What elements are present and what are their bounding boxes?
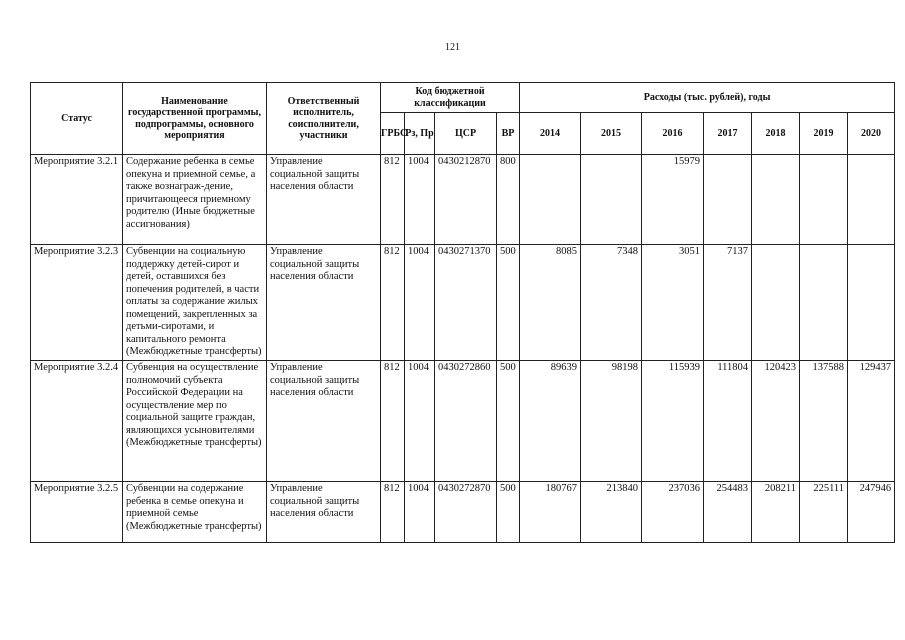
row-grbs: 812 — [381, 482, 405, 543]
table-row — [31, 361, 895, 482]
header-year: 2019 — [800, 113, 848, 155]
header-grbs: ГРБС — [381, 113, 405, 155]
table-row — [31, 155, 895, 245]
row-value-2015: 98198 — [581, 361, 642, 482]
row-name: Субвенции на социальную поддержку детей-сирот и детей, оставшихся без попечения родителей, в части оплаты за содержание жилых помещений, закрепленных за детьми-сиротами, и капитального ремонта (Межбюджетные трансферты) — [123, 245, 267, 361]
row-value-2019: 137588 — [800, 361, 848, 482]
row-value-2017 — [704, 155, 752, 245]
row-executor: Управление социальной защиты населения области — [267, 361, 381, 482]
row-value-2016: 3051 — [642, 245, 704, 361]
row-value-2016: 237036 — [642, 482, 704, 543]
row-value-2019 — [800, 155, 848, 245]
row-value-2020 — [848, 245, 895, 361]
row-value-2017: 254483 — [704, 482, 752, 543]
row-csr: 0430272870 — [435, 482, 497, 543]
row-status: Мероприятие 3.2.5 — [31, 482, 123, 543]
row-csr: 0430272860 — [435, 361, 497, 482]
row-rzpr: 1004 — [405, 245, 435, 361]
row-name: Содержание ребенка в семье опекуна и приемной семье, а также вознаграж-дение, причитающееся приемному родителю (Иные бюджетные ассигнования) — [123, 155, 267, 245]
row-value-2014: 89639 — [520, 361, 581, 482]
row-vr: 500 — [497, 245, 520, 361]
row-value-2014 — [520, 155, 581, 245]
row-grbs: 812 — [381, 361, 405, 482]
header-status: Статус — [31, 83, 123, 155]
row-executor: Управление социальной защиты населения области — [267, 155, 381, 245]
header-executor: Ответственный исполнитель, соисполнители, участники — [267, 83, 381, 155]
row-value-2016: 115939 — [642, 361, 704, 482]
row-value-2019 — [800, 245, 848, 361]
header-expenses: Расходы (тыс. рублей), годы — [520, 83, 895, 113]
row-value-2018: 208211 — [752, 482, 800, 543]
header-csr: ЦСР — [435, 113, 497, 155]
budget-table — [30, 82, 895, 543]
row-vr: 800 — [497, 155, 520, 245]
row-rzpr: 1004 — [405, 361, 435, 482]
row-name: Субвенции на содержание ребенка в семье опекуна и приемной семье (Межбюджетные трансферты) — [123, 482, 267, 543]
row-grbs: 812 — [381, 245, 405, 361]
row-value-2017: 7137 — [704, 245, 752, 361]
row-name: Субвенция на осуществление полномочий субъекта Российской Федерации на осуществление мер по социальной защите граждан, являющихся усыновителями (Межбюджетные трансферты) — [123, 361, 267, 482]
row-value-2017: 111804 — [704, 361, 752, 482]
row-value-2015: 7348 — [581, 245, 642, 361]
header-budget-code: Код бюджетной классификации — [381, 83, 520, 113]
row-value-2016: 15979 — [642, 155, 704, 245]
row-value-2015 — [581, 155, 642, 245]
row-executor: Управление социальной защиты населения области — [267, 482, 381, 543]
row-value-2020: 247946 — [848, 482, 895, 543]
row-rzpr: 1004 — [405, 155, 435, 245]
row-value-2018 — [752, 245, 800, 361]
row-csr: 0430212870 — [435, 155, 497, 245]
row-value-2020: 129437 — [848, 361, 895, 482]
table-row — [31, 245, 895, 361]
header-year: 2020 — [848, 113, 895, 155]
header-year: 2016 — [642, 113, 704, 155]
header-program-name: Наименование государственной программы, подпрограммы, основного мероприятия — [123, 83, 267, 155]
header-year: 2015 — [581, 113, 642, 155]
header-rzpr: Рз, Пр — [405, 113, 435, 155]
row-vr: 500 — [497, 482, 520, 543]
row-value-2014: 180767 — [520, 482, 581, 543]
row-value-2020 — [848, 155, 895, 245]
row-status: Мероприятие 3.2.3 — [31, 245, 123, 361]
row-grbs: 812 — [381, 155, 405, 245]
row-status: Мероприятие 3.2.4 — [31, 361, 123, 482]
table-row — [31, 482, 895, 543]
row-executor: Управление социальной защиты населения области — [267, 245, 381, 361]
row-status: Мероприятие 3.2.1 — [31, 155, 123, 245]
row-value-2019: 225111 — [800, 482, 848, 543]
header-vr: ВР — [497, 113, 520, 155]
row-csr: 0430271370 — [435, 245, 497, 361]
header-year: 2018 — [752, 113, 800, 155]
row-value-2018 — [752, 155, 800, 245]
row-vr: 500 — [497, 361, 520, 482]
page-number: 121 — [445, 42, 460, 53]
row-value-2018: 120423 — [752, 361, 800, 482]
header-year: 2014 — [520, 113, 581, 155]
row-rzpr: 1004 — [405, 482, 435, 543]
row-value-2015: 213840 — [581, 482, 642, 543]
header-year: 2017 — [704, 113, 752, 155]
row-value-2014: 8085 — [520, 245, 581, 361]
